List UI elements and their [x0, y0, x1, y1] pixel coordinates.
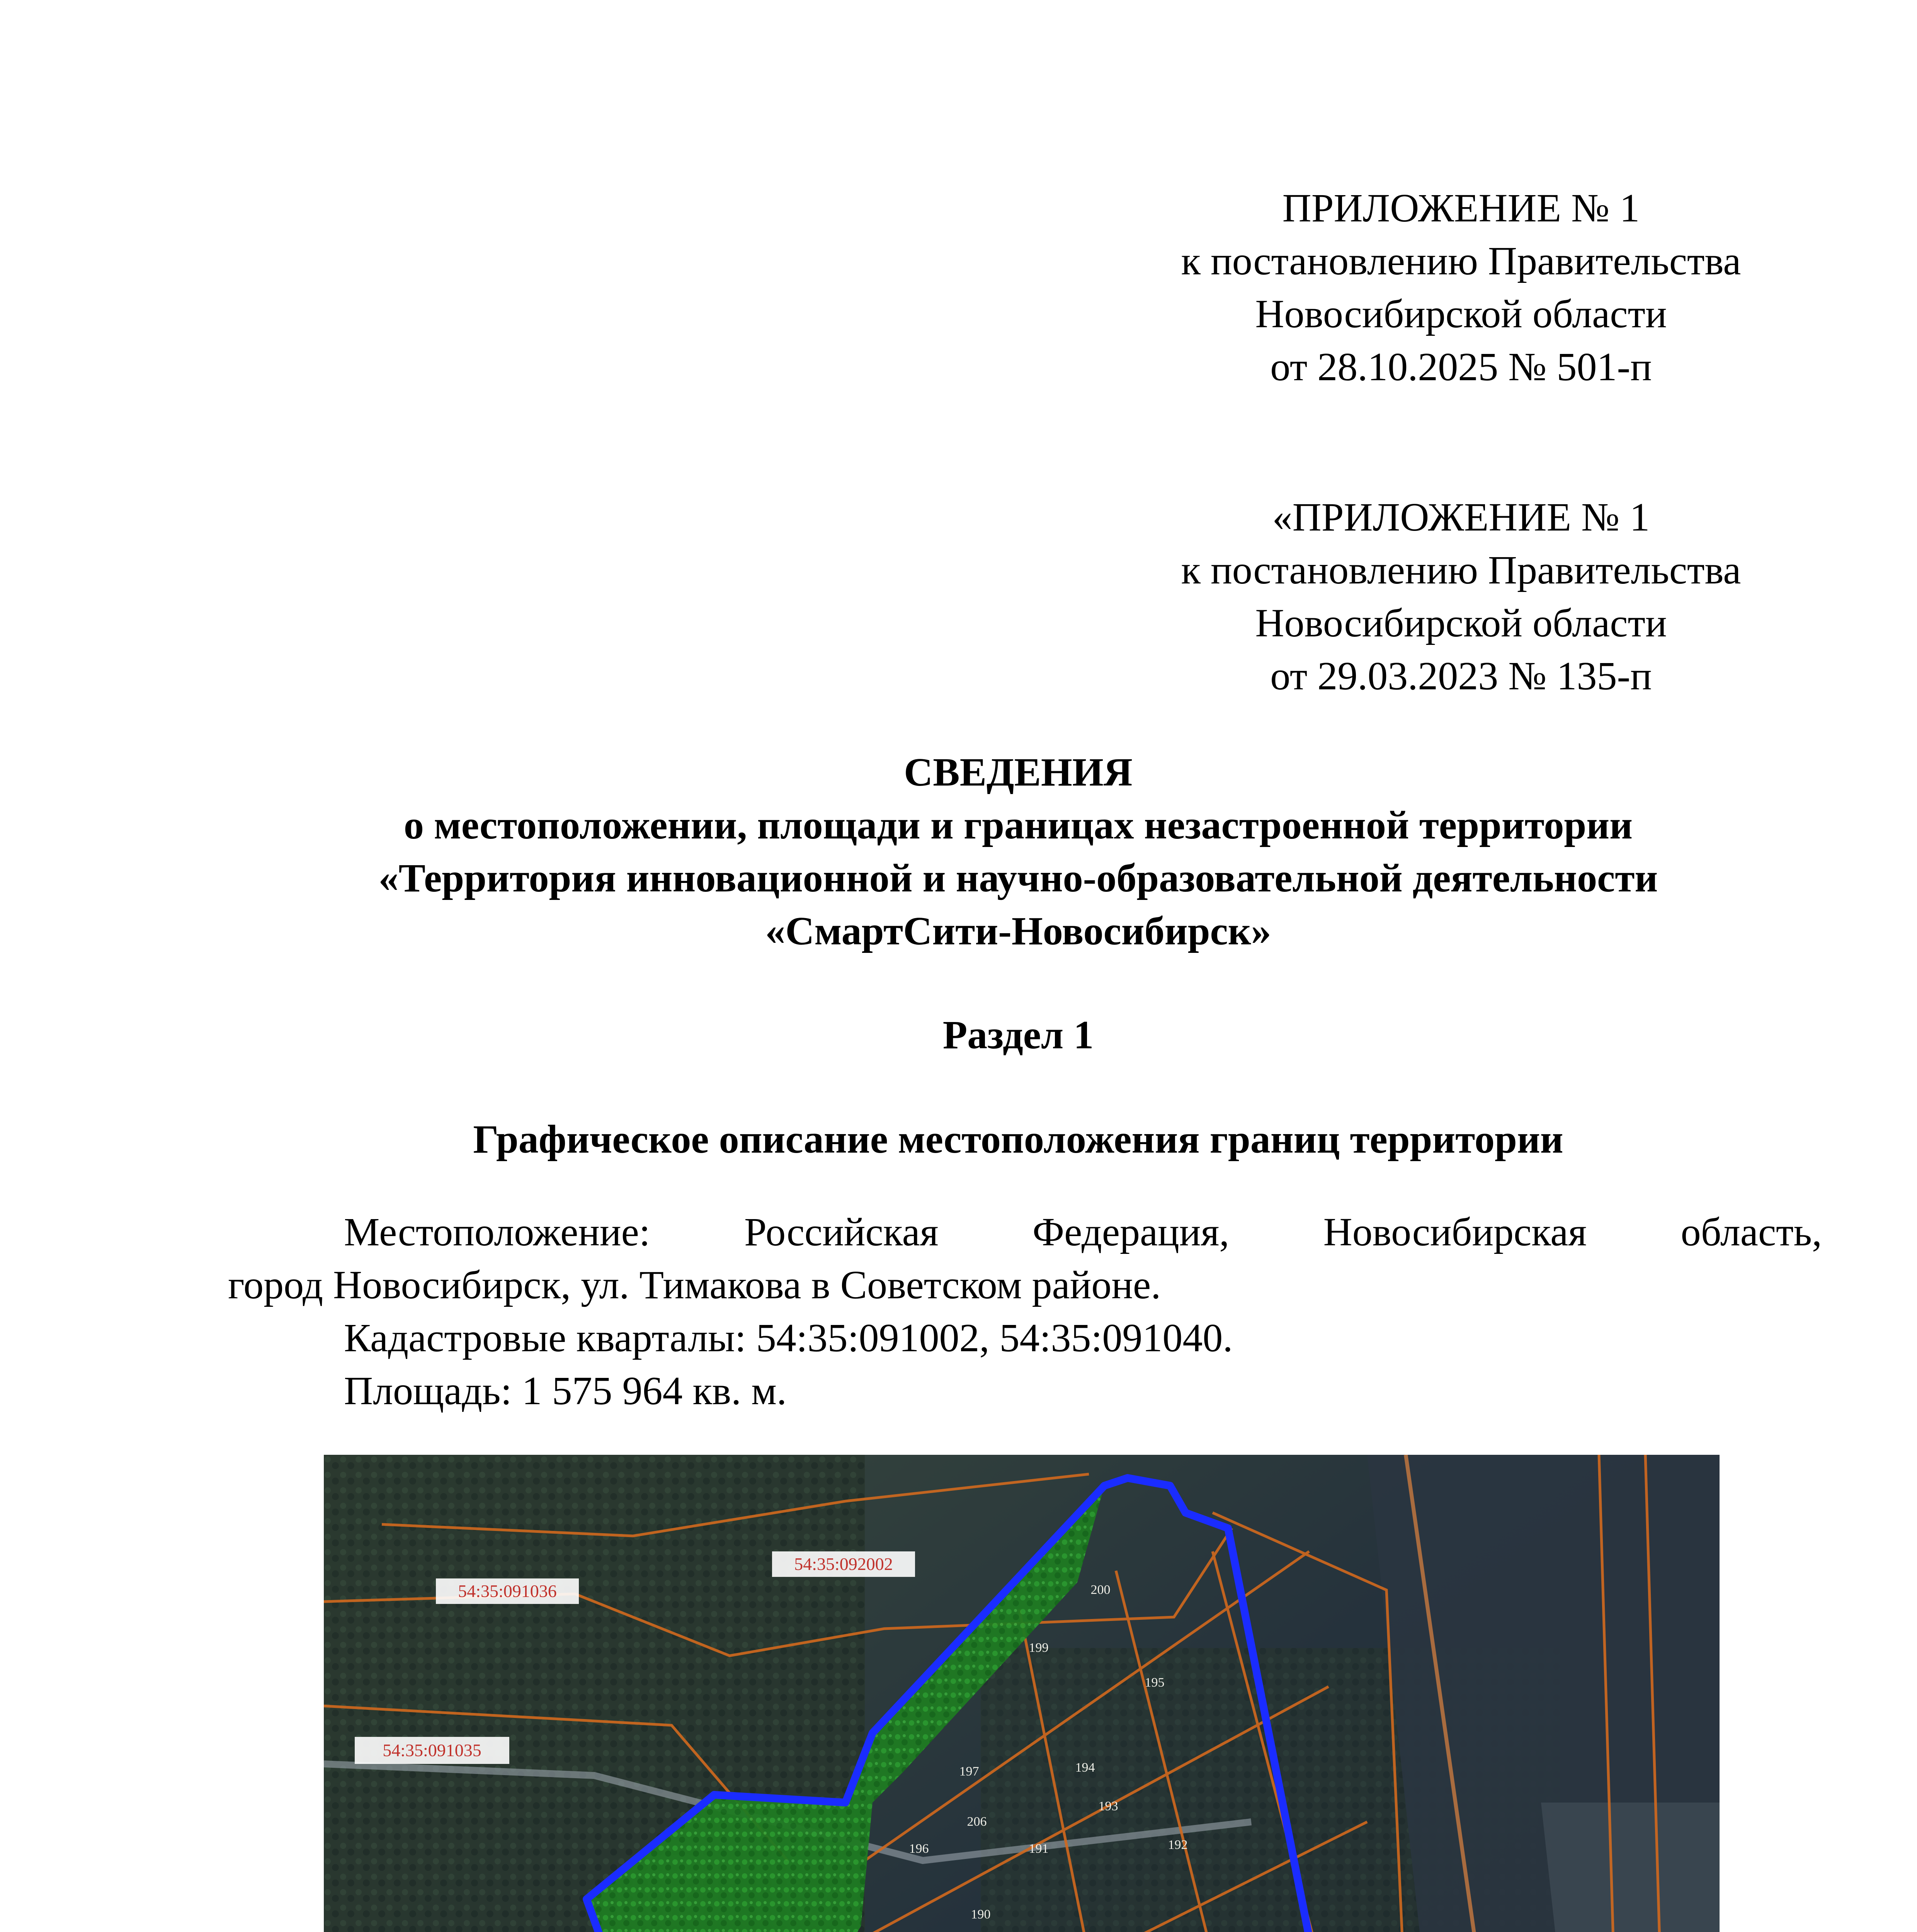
appendix-line: от 29.03.2023 № 135-п — [1270, 654, 1652, 698]
location-value: Российская Федерация, Новосибирская область, — [744, 1210, 1822, 1254]
quarter-label — [436, 1578, 579, 1604]
appendix-line: ПРИЛОЖЕНИЕ № 1 — [1282, 186, 1640, 230]
parcel-number: 199 — [1029, 1641, 1049, 1655]
parcel-number: 196 — [909, 1842, 929, 1856]
appendix-line: Новосибирской области — [1255, 601, 1667, 645]
parcel-number: 195 — [1145, 1675, 1165, 1690]
quarter-label — [772, 1551, 915, 1577]
title-line: о местоположении, площади и границах незастроенной территории — [403, 803, 1633, 847]
parcel-number: 190 — [971, 1907, 991, 1922]
territory-area: Площадь: 1 575 964 кв. м. — [344, 1369, 787, 1413]
parcel-number: 197 — [959, 1764, 979, 1779]
parcel-number: 206 — [967, 1815, 987, 1829]
parcel-number: 200 — [1090, 1583, 1111, 1597]
quarter-label — [355, 1737, 509, 1764]
appendix-line: Новосибирской области — [1255, 292, 1667, 336]
appendix-current — [1094, 182, 1828, 393]
appendix-line: «ПРИЛОЖЕНИЕ № 1 — [1272, 495, 1650, 539]
parcel-number: 194 — [1075, 1760, 1095, 1775]
parcel-number: 193 — [1098, 1799, 1118, 1813]
svg-text:54:35:091035: 54:35:091035 — [383, 1740, 481, 1760]
appendix-line: от 28.10.2025 № 501-п — [1270, 345, 1652, 389]
title-line: «СмартСити-Новосибирск» — [765, 909, 1271, 953]
map-svg — [324, 1455, 1720, 1932]
document-title — [216, 746, 1820, 957]
title-heading: СВЕДЕНИЯ — [904, 750, 1133, 794]
cadastral-quarters: Кадастровые кварталы: 54:35:091002, 54:35:091040. — [344, 1316, 1233, 1360]
appendix-line: к постановлению Правительства — [1181, 548, 1741, 592]
svg-text:54:35:092002: 54:35:092002 — [794, 1554, 893, 1574]
location-line-1 — [228, 1206, 1822, 1259]
location-label: Местоположение: — [344, 1210, 650, 1254]
location-line-2: город Новосибирск, ул. Тимакова в Советском районе. — [228, 1263, 1161, 1307]
appendix-line: к постановлению Правительства — [1181, 239, 1741, 283]
title-line: «Территория инновационной и научно-образовательной деятельности — [378, 856, 1658, 900]
appendix-previous — [1094, 491, 1828, 702]
svg-text:54:35:091036: 54:35:091036 — [458, 1581, 557, 1601]
section-subtitle: Графическое описание местоположения границ территории — [473, 1117, 1563, 1162]
territory-details — [228, 1206, 1822, 1417]
parcel-number: 192 — [1168, 1838, 1188, 1852]
territory-map — [324, 1455, 1720, 1932]
section-label: Раздел 1 — [942, 1013, 1094, 1057]
parcel-number: 191 — [1029, 1842, 1049, 1856]
